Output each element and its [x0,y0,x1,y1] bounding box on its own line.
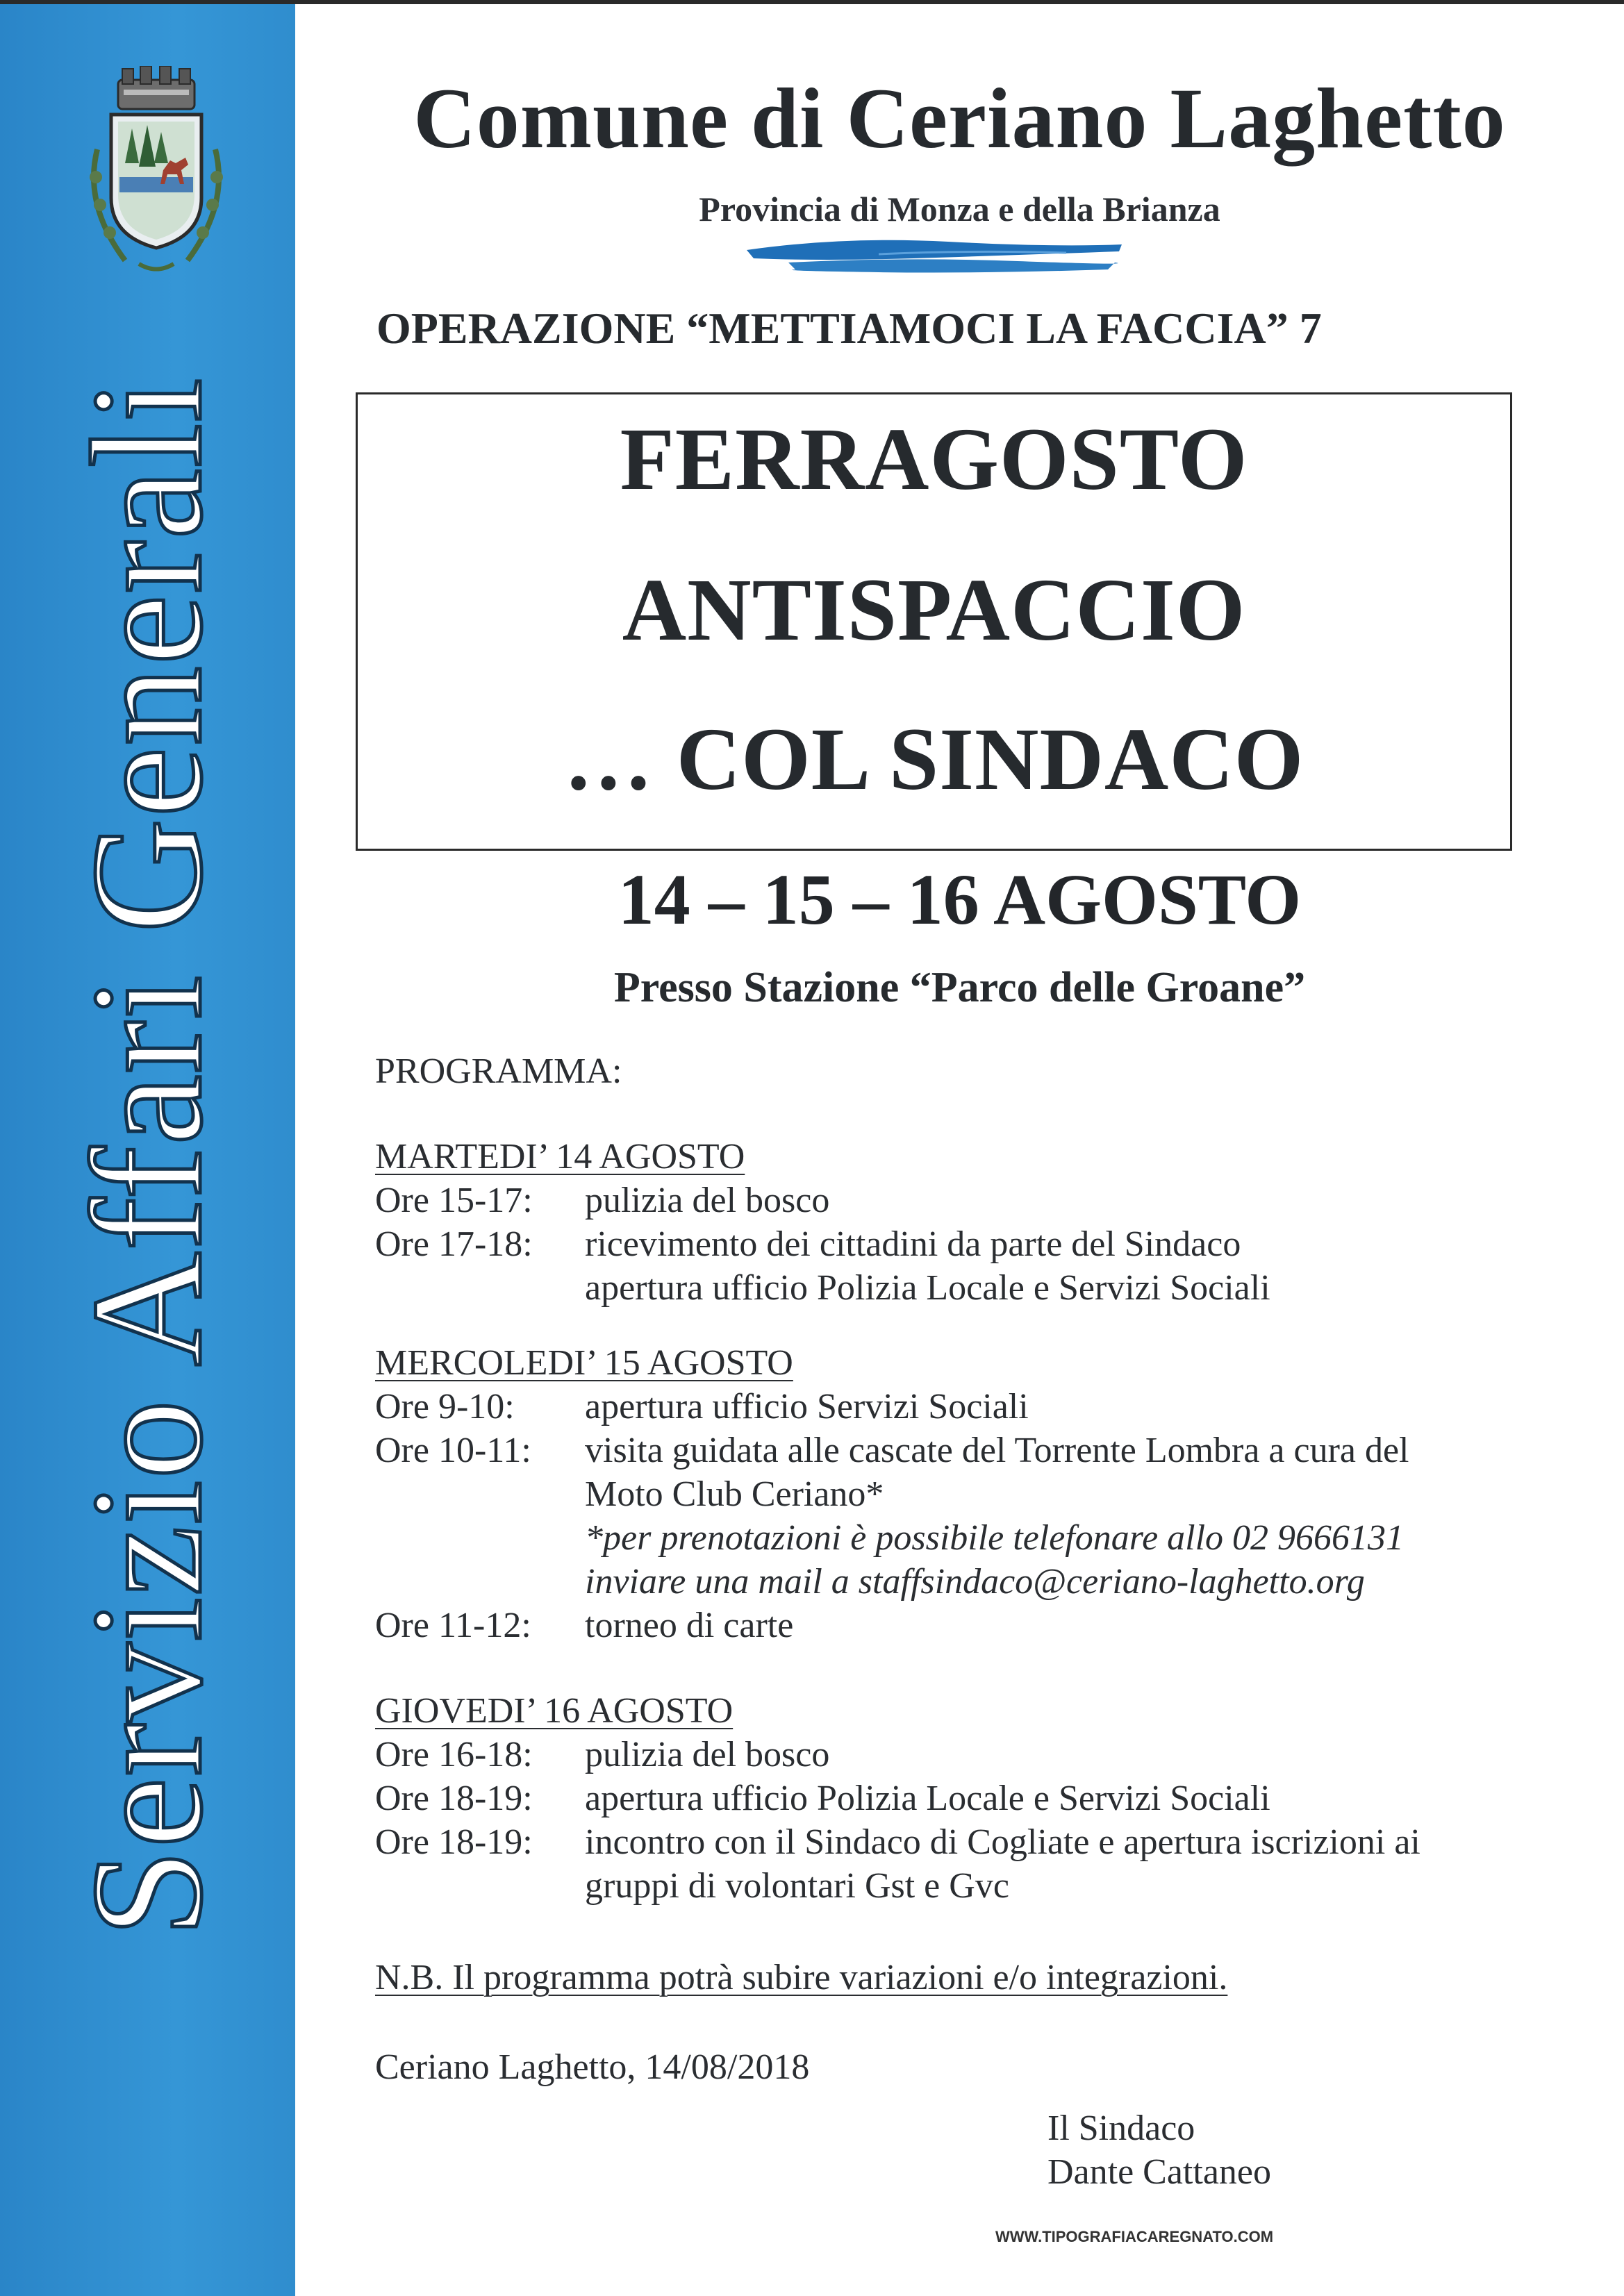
time-slot: Ore 18-19: [375,1779,533,1818]
activity-text: pulizia del bosco [585,1181,830,1220]
brush-stroke-divider [740,235,1129,276]
activity-text: apertura ufficio Polizia Locale e Servizi Sociali [585,1779,1270,1818]
time-slot: Ore 10-11: [375,1431,531,1470]
activity-text: pulizia del bosco [585,1735,830,1774]
activity-text: ricevimento dei cittadini da parte del Sindaco [585,1224,1241,1264]
operation-title: OPERAZIONE “METTIAMOCI LA FACCIA” 7 [376,303,1322,353]
program-label: PROGRAMMA: [375,1051,622,1091]
booking-note: *per prenotazioni è possibile telefonare allo 02 9666131 [585,1518,1405,1558]
event-dates: 14 – 15 – 16 AGOSTO [618,860,1302,940]
activity-text: incontro con il Sindaco di Cogliate e apertura iscrizioni ai [585,1822,1420,1862]
activity-text-continued: gruppi di volontari Gst e Gvc [585,1866,1009,1906]
program-note: N.B. Il programma potrà subire variazioni e/o integrazioni. [375,1958,1228,1997]
place-and-date: Ceriano Laghetto, 14/08/2018 [375,2047,810,2087]
booking-email-note: inviare una mail a staffsindaco@ceriano-laghetto.org [585,1562,1365,1602]
activity-text: apertura ufficio Servizi Sociali [585,1387,1029,1426]
activity-text-continued: Moto Club Ceriano* [585,1474,884,1514]
time-slot: Ore 18-19: [375,1822,533,1862]
signature-name: Dante Cattaneo [1047,2152,1271,2192]
day-heading-3: GIOVEDI’ 16 AGOSTO [375,1691,734,1731]
province-subtitle: Provincia di Monza e della Brianza [699,190,1220,228]
signature-role: Il Sindaco [1047,2108,1195,2148]
day-heading-2: MERCOLEDI’ 15 AGOSTO [375,1343,793,1383]
sidebar-band [0,4,295,2296]
headline-line-1: FERRAGOSTO [620,410,1248,508]
printer-credit: WWW.TIPOGRAFIACAREGNATO.COM [995,2228,1274,2245]
time-slot: Ore 11-12: [375,1606,531,1645]
page-title: Comune di Ceriano Laghetto [413,71,1506,166]
headline-box [356,392,1512,851]
sidebar-title: Servizio Affari Generali [60,376,235,1938]
time-slot: Ore 9-10: [375,1387,515,1426]
day-heading-1: MARTEDI’ 14 AGOSTO [375,1137,745,1176]
time-slot: Ore 17-18: [375,1224,533,1264]
headline-line-2: ANTISPACCIO [622,560,1246,659]
activity-text-continued: apertura ufficio Polizia Locale e Servizi Sociali [585,1268,1270,1308]
headline-line-3: … COL SINDACO [563,710,1304,808]
time-slot: Ore 15-17: [375,1181,533,1220]
poster-main [295,0,1624,2296]
activity-text: visita guidata alle cascate del Torrente Lombra a cura del [585,1431,1409,1470]
event-location: Presso Stazione “Parco delle Groane” [613,964,1306,1011]
municipal-crest-icon [69,66,243,281]
activity-text: torneo di carte [585,1606,794,1645]
time-slot: Ore 16-18: [375,1735,533,1774]
